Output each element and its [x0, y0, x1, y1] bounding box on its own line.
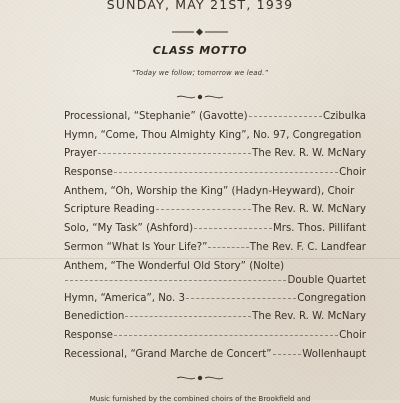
program-row-sermon: Sermon “What Is Your Life?” The Rev. F. C. Landfear	[64, 241, 366, 253]
program-row-hymn-97: Hymn, “Come, Thou Almighty King”, No. 97, Congregation	[64, 129, 362, 141]
program-row-double-quartet: Double Quartet	[64, 275, 366, 293]
ornament-divider-middle	[0, 93, 400, 101]
program-row-solo: Solo, “My Task” (Ashford) Mrs. Thos. Pillifant	[64, 223, 366, 235]
program-row-response-1: Response Choir	[64, 167, 366, 179]
leader-dots	[156, 209, 251, 210]
program-row-recessional: Recessional, “Grand Marche de Concert” Wollenhaupt	[64, 348, 366, 360]
leader-dots	[249, 116, 322, 117]
leader-dots	[65, 280, 286, 281]
program-row-anthem-worship: Anthem, “Oh, Worship the King” (Hadyn-Heyward), Choir	[64, 185, 355, 197]
leader-dots	[125, 316, 251, 317]
leader-dots	[208, 247, 248, 248]
ornament-divider-top	[0, 28, 400, 36]
program-row-scripture: Scripture Reading The Rev. R. W. McNary	[64, 204, 366, 216]
program-row-processional: Processional, “Stephanie” (Gavotte) Czibulka	[64, 111, 366, 122]
leader-dots	[186, 298, 296, 299]
music-credit-note: Music furnished by the combined choirs of the Brookfield and	[89, 394, 311, 403]
leader-dots	[114, 172, 338, 173]
motto-heading: CLASS MOTTO	[152, 44, 248, 57]
motto-quote: “Today we follow; tomorrow we lead.”	[131, 69, 269, 77]
ornament-icon	[175, 93, 225, 101]
leader-dots	[273, 354, 302, 355]
service-date: SUNDAY, MAY 21ST, 1939	[106, 0, 294, 12]
program-row-response-2: Response Choir	[64, 329, 366, 341]
order-of-service	[64, 111, 366, 367]
program-row-hymn-america: Hymn, “America”, No. 3 Congregation	[64, 292, 366, 304]
leader-dots	[114, 335, 338, 336]
ornament-icon	[175, 374, 225, 382]
program-row-prayer: Prayer The Rev. R. W. McNary	[64, 148, 366, 160]
program-row-anthem-old-story: Anthem, “The Wonderful Old Story” (Nolte)	[64, 260, 285, 272]
ornament-divider-bottom	[0, 374, 400, 382]
leader-dots	[194, 228, 272, 229]
leader-dots	[98, 153, 251, 154]
program-row-benediction: Benediction The Rev. R. W. McNary	[64, 311, 366, 323]
ornament-icon	[170, 28, 230, 36]
